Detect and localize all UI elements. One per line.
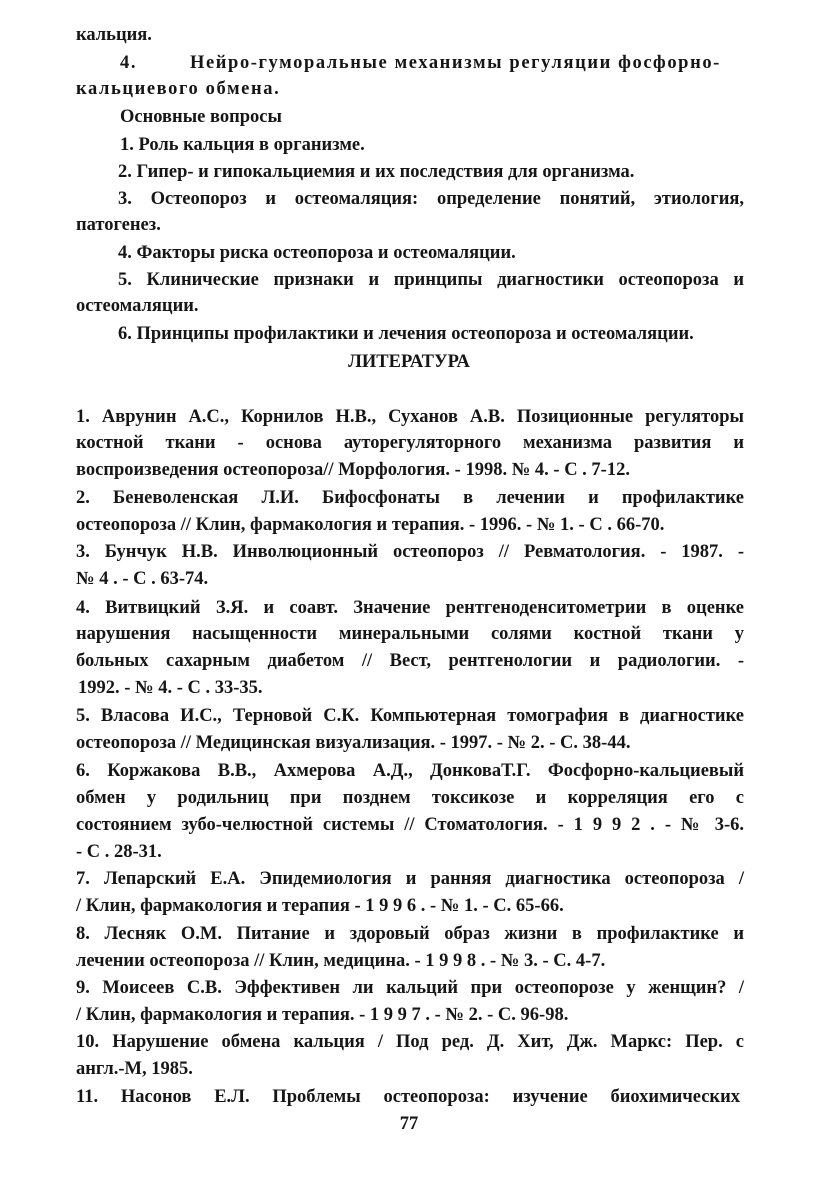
reference-item: больных сахарным диабетом // Вест, рентгенологии и радиологии. -: [76, 651, 744, 671]
section-title-line: [120, 50, 744, 76]
reference-item: 10. Нарушение обмена кальция / Под ред. Д. Хит, Дж. Маркс: Пер. с: [76, 1032, 744, 1052]
reference-item: нарушения насыщенности минеральными солями костной ткани у: [76, 624, 744, 644]
page-number: 77: [399, 1114, 419, 1134]
question-item: 6. Принципы профилактики и лечения остеопороза и остеомаляции.: [118, 324, 694, 344]
reference-item: - С . 28-31.: [76, 842, 162, 862]
question-item: 2. Гипер- и гипокальциемия и их последствия для организма.: [118, 162, 635, 182]
section-title-line: кальциевого обмена.: [76, 79, 281, 99]
question-item: 4. Факторы риска остеопороза и остеомаляции.: [118, 243, 516, 263]
question-item: патогенез.: [76, 215, 161, 235]
reference-item: костной ткани - основа ауторегуляторного механизма развития и: [76, 433, 744, 453]
reference-item: 9. Моисеев С.В. Эффективен ли кальций при остеопорозе у женщин? /: [76, 978, 744, 998]
reference-item: 1992. - № 4. - С . 33-35.: [78, 678, 263, 698]
reference-item: 2. Беневоленская Л.И. Бифосфонаты в лечении и профилактике: [76, 488, 744, 508]
reference-item: 11. Насонов Е.Л. Проблемы остеопороза: изучение биохимических: [76, 1087, 740, 1107]
reference-item: обмен у родильниц при позднем токсикозе и корреляция его с: [76, 788, 744, 808]
section-number: 4.: [120, 53, 138, 73]
reference-item: / Клин, фармакология и терапия. - 1 9 9 7 . - № 2. - С. 96-98.: [76, 1005, 569, 1025]
reference-item: англ.-М, 1985.: [76, 1059, 193, 1079]
reference-item: / Клин, фармакология и терапия - 1 9 9 6 . - № 1. - С. 65-66.: [76, 896, 564, 916]
reference-item: состоянием зубо-челюстной системы // Стоматология. - 1 9 9 2 . - № 3-6.: [76, 815, 744, 835]
reference-item: 8. Лесняк О.М. Питание и здоровый образ жизни в профилактике и: [76, 924, 744, 944]
reference-item: остеопороза // Клин, фармакология и терапия. - 1996. - № 1. - С . 66-70.: [76, 515, 665, 535]
question-item: 3. Остеопороз и остеомаляция: определение понятий, этиология,: [118, 189, 744, 209]
reference-item: лечении остеопороза // Клин, медицина. - 1 9 9 8 . - № 3. - С. 4-7.: [76, 951, 606, 971]
reference-item: 5. Власова И.С., Терновой С.К. Компьютерная томография в диагностике: [76, 706, 744, 726]
question-item: 1. Роль кальция в организме.: [120, 135, 365, 155]
reference-item: 4. Витвицкий З.Я. и соавт. Значение рентгеноденситометрии в оценке: [76, 598, 744, 618]
questions-heading: Основные вопросы: [120, 107, 282, 127]
text-line: кальция.: [76, 25, 152, 45]
literature-heading: ЛИТЕРАТУРА: [348, 352, 470, 372]
reference-item: 3. Бунчук Н.В. Инволюционный остеопороз // Ревматология. - 1987. -: [76, 542, 744, 562]
reference-item: 6. Коржакова В.В., Ахмерова А.Д., ДонковаТ.Г. Фосфорно-кальциевый: [76, 761, 744, 781]
question-item: 5. Клинические признаки и принципы диагностики остеопороза и: [118, 270, 744, 290]
section-title-text: Нейро-гуморальные механизмы регуляции фосфорно-: [190, 53, 721, 73]
reference-item: 7. Лепарский Е.А. Эпидемиология и ранняя диагностика остеопороза /: [76, 869, 744, 889]
reference-item: остеопороза // Медицинская визуализация. - 1997. - № 2. - С. 38-44.: [76, 733, 631, 753]
reference-item: воспроизведения остеопороза// Морфология. - 1998. № 4. - С . 7-12.: [76, 460, 630, 480]
reference-item: № 4 . - С . 63-74.: [76, 569, 209, 589]
question-item: остеомаляции.: [76, 296, 199, 316]
reference-item: 1. Аврунин А.С., Корнилов Н.В., Суханов А.В. Позиционные регуляторы: [76, 407, 744, 427]
